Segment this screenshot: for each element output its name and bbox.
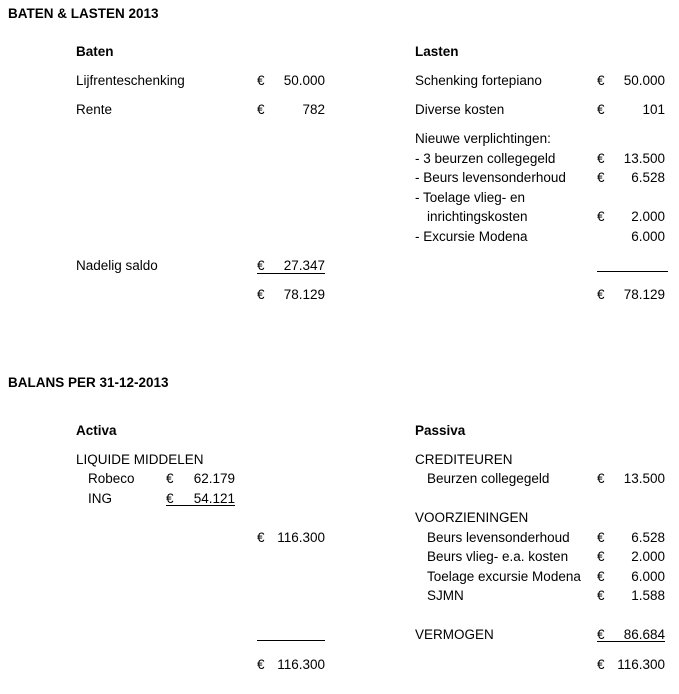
crediteur-amount: 13.500 xyxy=(623,471,665,486)
voorziening-amount: 6.000 xyxy=(631,569,665,584)
currency-symbol: € xyxy=(597,170,605,185)
voorziening-label: Toelage excursie Modena xyxy=(427,569,581,584)
verplichting-label-continued: inrichtingskosten xyxy=(427,209,528,224)
currency-symbol: € xyxy=(597,588,605,603)
currency-symbol: € xyxy=(257,258,265,273)
activa-item-amount: 54.121 xyxy=(193,491,235,506)
lasten-item-amount: 50.000 xyxy=(623,73,665,88)
vermogen-label: VERMOGEN xyxy=(415,627,494,642)
voorziening-label: SJMN xyxy=(427,588,464,603)
currency-symbol: € xyxy=(257,287,265,302)
lasten-item-label: Diverse kosten xyxy=(415,102,505,117)
currency-symbol: € xyxy=(597,549,605,564)
currency-symbol: € xyxy=(597,209,605,224)
underline-activa-items xyxy=(166,505,235,506)
currency-symbol: € xyxy=(597,73,605,88)
voorziening-amount: 1.588 xyxy=(631,588,665,603)
verplichting-amount: 6.000 xyxy=(631,229,665,244)
section-title-balans: BALANS PER 31-12-2013 xyxy=(8,375,169,390)
saldo-amount: 27.347 xyxy=(283,258,325,273)
baten-total-amount: 78.129 xyxy=(283,287,325,302)
voorziening-amount: 2.000 xyxy=(631,549,665,564)
saldo-label: Nadelig saldo xyxy=(76,258,158,273)
section-title-baten-lasten: BATEN & LASTEN 2013 xyxy=(8,6,159,21)
currency-symbol: € xyxy=(257,657,265,672)
activa-item-label: ING xyxy=(88,491,113,506)
voorziening-label: Beurs levensonderhoud xyxy=(427,530,570,545)
activa-group-heading: LIQUIDE MIDDELEN xyxy=(76,452,204,467)
currency-symbol: € xyxy=(597,530,605,545)
baten-item-amount: 782 xyxy=(302,102,325,117)
currency-symbol: € xyxy=(166,471,174,486)
verplichtingen-heading: Nieuwe verplichtingen: xyxy=(415,131,551,146)
voorziening-label: Beurs vlieg- e.a. kosten xyxy=(427,549,569,564)
currency-symbol: € xyxy=(166,491,174,506)
underline-vermogen xyxy=(597,641,665,642)
currency-symbol: € xyxy=(597,471,605,486)
currency-symbol: € xyxy=(257,73,265,88)
currency-symbol: € xyxy=(597,627,605,642)
voorziening-amount: 6.528 xyxy=(631,530,665,545)
verplichting-label: - 3 beurzen collegegeld xyxy=(415,151,556,166)
voorzieningen-heading: VOORZIENINGEN xyxy=(415,510,529,525)
currency-symbol: € xyxy=(597,657,605,672)
underline-saldo xyxy=(257,273,325,274)
activa-item-label: Robeco xyxy=(88,471,135,486)
activa-total-amount: 116.300 xyxy=(277,657,325,672)
heading-lasten: Lasten xyxy=(415,44,459,59)
verplichting-label: - Toelage vlieg- en xyxy=(415,190,526,205)
crediteur-label: Beurzen collegegeld xyxy=(427,471,550,486)
lasten-total-amount: 78.129 xyxy=(623,287,665,302)
heading-passiva: Passiva xyxy=(415,423,466,438)
baten-item-amount: 50.000 xyxy=(283,73,325,88)
crediteuren-heading: CREDITEUREN xyxy=(415,452,513,467)
baten-item-label: Rente xyxy=(76,102,113,117)
currency-symbol: € xyxy=(257,102,265,117)
activa-subtotal-amount: 116.300 xyxy=(277,530,325,545)
currency-symbol: € xyxy=(597,569,605,584)
currency-symbol: € xyxy=(597,102,605,117)
activa-item-amount: 62.179 xyxy=(193,471,235,486)
verplichting-label: - Beurs levensonderhoud xyxy=(415,170,566,185)
verplichting-label: - Excursie Modena xyxy=(415,229,528,244)
baten-item-label: Lijfrenteschenking xyxy=(76,73,185,88)
currency-symbol: € xyxy=(257,530,265,545)
verplichting-amount: 13.500 xyxy=(623,151,665,166)
currency-symbol: € xyxy=(597,287,605,302)
verplichting-amount: 2.000 xyxy=(631,209,665,224)
verplichting-amount: 6.528 xyxy=(631,170,665,185)
heading-baten: Baten xyxy=(76,44,114,59)
underline-activa-total xyxy=(257,640,325,641)
lasten-item-label: Schenking fortepiano xyxy=(415,73,542,88)
vermogen-amount: 86.684 xyxy=(623,627,665,642)
underline-lasten-total xyxy=(597,271,668,272)
passiva-total-amount: 116.300 xyxy=(617,657,665,672)
lasten-item-amount: 101 xyxy=(642,102,665,117)
heading-activa: Activa xyxy=(76,423,117,438)
currency-symbol: € xyxy=(597,151,605,166)
